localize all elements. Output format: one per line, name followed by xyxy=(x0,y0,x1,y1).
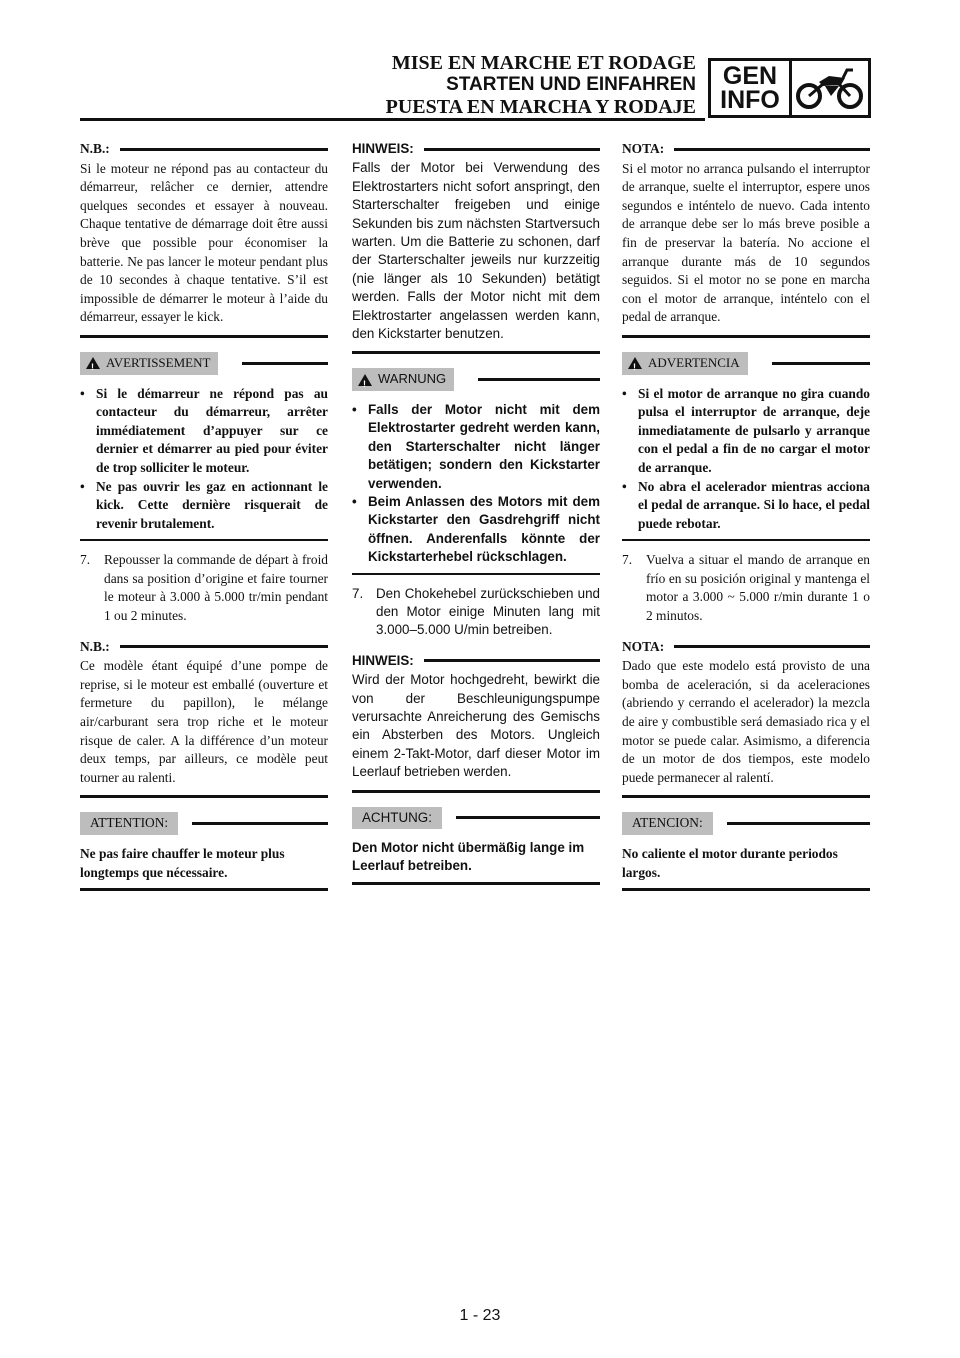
note-text: Si el motor no arranca pulsando el interruptor de arranque, suelte el interruptor, espere unos segundos e inténtelo de nuevo. Cada intento de arranque debe ser lo más breve posible a fin de preservar la batería. No accione el arranque durante más de 10 segundos seguidos. Si el motor no se pone en marcha con el motor de arranque, inténtelo con el pedal de arranque. xyxy=(622,160,870,325)
caution-heading xyxy=(622,812,870,835)
title-french: MISE EN MARCHE ET RODAGE xyxy=(391,52,696,74)
column-spanish xyxy=(622,140,870,905)
motorcycle-icon xyxy=(792,61,868,115)
title-spanish: PUESTA EN MARCHA Y RODAJE xyxy=(385,96,696,118)
warning-triangle-icon xyxy=(358,374,372,386)
list-item: • No abra el acelerador mientras acciona el pedal de arranque. Si lo hace, el pedal puede rebotar. xyxy=(622,478,870,534)
header-rule xyxy=(80,118,705,121)
caution-label: ACHTUNG: xyxy=(352,807,442,829)
list-item: • Beim Anlassen des Motors mit dem Kickstarter den Gasdrehgriff nicht öffnen. Anderenfalls könnte der Kickstarterhebel rückschlagen. xyxy=(352,493,600,567)
warning-heading xyxy=(352,368,600,390)
list-item: • Si el motor de arranque no gira cuando pulsa el interruptor de arranque, deje inmediatamente de pulsarlo y arranque con el pedal a fin de no cargar el motor de arranque. xyxy=(622,385,870,478)
caution-label: ATTENTION: xyxy=(80,812,178,835)
step-text: Den Chokehebel zurückschieben und den Motor einige Minuten lang mit 3.000–5.000 U/min betreiben. xyxy=(376,585,600,638)
note-label: N.B.: xyxy=(80,141,110,156)
warning-label: WARNUNG xyxy=(378,371,447,387)
badge-label-info: INFO xyxy=(720,86,780,114)
note-heading xyxy=(80,140,328,159)
note-heading xyxy=(80,638,328,657)
note-text: Ce modèle étant équipé d’une pompe de reprise, si le moteur est emballé (ouverture et fermeture du papillon), le mélange air/carburant sera trop riche et le moteur risque de caler. A la différence d’un moteur deux temps, par ailleurs, ce modèle peut tourner au ralenti. xyxy=(80,658,328,785)
column-german xyxy=(352,140,600,899)
caution-label: ATENCION: xyxy=(622,812,713,835)
list-item: • Falls der Motor nicht mit dem Elektrostarter gedreht werden kann, den Starterschalter nicht länger betätigen; sondern den Kickstarter verwenden. xyxy=(352,401,600,493)
caution-text: Den Motor nicht übermäßig lange im Leerlauf betreiben. xyxy=(352,840,585,874)
note-text: Falls der Motor bei Verwendung des Elektrostarters nicht sofort anspringt, den Starterschalter freigeben und einige Sekunden bis zum nächsten Startversuch warten. Um die Batterie zu schonen, darf der Starterschalter jeweils nur kurzzeitig (nie länger als 10 Sekunden) betätigt werden. Falls der Motor nicht mit dem Elektrostarter angelassen werden kann, den Kickstarter benutzen. xyxy=(352,160,600,342)
note-label: NOTA: xyxy=(622,141,665,156)
note-text: Wird der Motor hochgedreht, bewirkt die von der Beschleunigungspumpe verursachte Anreicherung des Gemischs ein Absterben des Motors. Ungleich einem 2-Takt-Motor, darf dieser Motor im Leerlauf betrieben werden. xyxy=(352,672,600,780)
warning-list xyxy=(352,401,600,567)
note-heading xyxy=(352,652,600,670)
warning-triangle-icon xyxy=(86,357,100,369)
warning-list xyxy=(622,385,870,534)
warning-list xyxy=(80,385,328,534)
note-heading xyxy=(352,140,600,158)
step-number: 7. xyxy=(352,585,364,601)
caution-text: Ne pas faire chauffer le moteur plus longtemps que nécessaire. xyxy=(80,846,285,880)
warning-label: AVERTISSEMENT xyxy=(106,354,211,370)
note-text: Dado que este modelo está provisto de una bomba de aceleración, si da aceleraciones (abriendo y cerrando el acelerador) la mezcla de aire y combustible será demasiado rica y el motor se puede calar. Asimismo, a diferencia de un motor de dos tiempos, este modelo puede permanecer al ralentí. xyxy=(622,658,870,785)
section-title xyxy=(386,52,696,118)
step-number: 7. xyxy=(622,552,633,568)
note-heading xyxy=(622,638,870,657)
note-text: Si le moteur ne répond pas au contacteur du démarreur, relâcher ce dernier, attendre quelques secondes et essayer à nouveau. Chaque tentative de démarrage doit être aussi brève que possible pour économiser la batterie. Ne pas lancer le moteur pendant plus de 10 secondes à chaque tentative. S’il est impossible de démarrer le moteur à l’aide du démarreur, essayer le kick. xyxy=(80,160,328,325)
warning-heading xyxy=(622,352,870,375)
list-item: • Ne pas ouvrir les gaz en actionnant le kick. Cette dernière risquerait de revenir brutalement. xyxy=(80,478,328,534)
step-text: Repousser la commande de départ à froid dans sa position d’origine et faire tourner le moteur à 3.000 à 5.000 tr/min pendant 1 ou 2 minutes. xyxy=(104,552,328,624)
title-german: STARTEN UND EINFAHREN xyxy=(446,74,696,95)
caution-heading xyxy=(352,807,600,829)
column-french xyxy=(80,140,328,905)
step-text: Vuelva a situar el mando de arranque en frío en su posición original y mantenga el motor a 3.000 ~ 5.000 r/min durante 1 o 2 minutos. xyxy=(646,552,870,624)
note-heading xyxy=(622,140,870,159)
step-7 xyxy=(352,585,600,640)
list-item: • Si le démarreur ne répond pas au contacteur du démarreur, arrêter immédiatement d’appuyer sur ce dernier et démarrer au pied pour éviter de trop solliciter le moteur. xyxy=(80,385,328,478)
gen-info-badge xyxy=(708,58,871,118)
warning-heading xyxy=(80,352,328,375)
caution-heading xyxy=(80,812,328,835)
note-label: HINWEIS: xyxy=(352,652,414,668)
note-label: NOTA: xyxy=(622,638,665,654)
page-number: 1 - 23 xyxy=(459,1307,501,1324)
warning-triangle-icon xyxy=(628,357,642,369)
badge-label-gen: GEN xyxy=(722,62,778,90)
step-7 xyxy=(622,551,870,625)
warning-label: ADVERTENCIA xyxy=(648,354,740,370)
step-7 xyxy=(80,551,328,625)
note-label: HINWEIS: xyxy=(352,141,414,156)
caution-text: No caliente el motor durante periodos largos. xyxy=(622,846,838,880)
note-label: N.B.: xyxy=(80,638,110,654)
step-number: 7. xyxy=(80,552,91,568)
